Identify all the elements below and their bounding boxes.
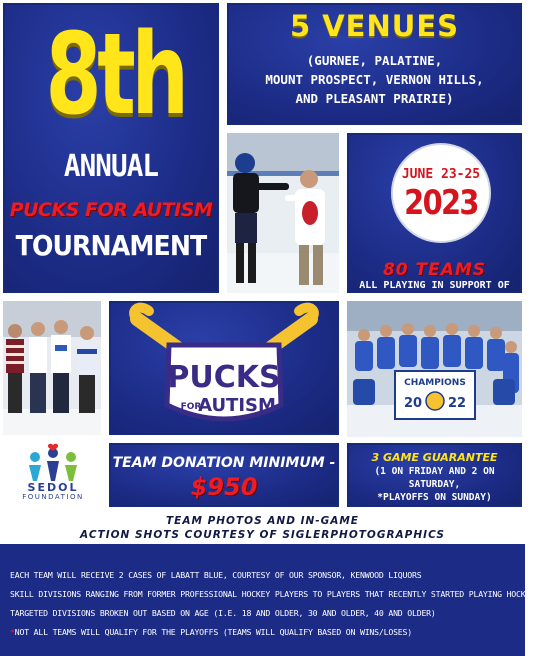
support-line: ALL PLAYING IN SUPPORT OF	[359, 280, 510, 291]
event-dates: JUNE 23-25	[401, 167, 481, 182]
logo-word-autism: AUTISM	[198, 395, 276, 416]
champions-photo-image	[347, 301, 522, 437]
donation-amount: $950	[190, 473, 258, 501]
donation-panel	[106, 440, 342, 510]
banner-year-left: 20	[403, 396, 423, 411]
guarantee-line: *PLAYOFFS ON SUNDAY)	[377, 492, 492, 503]
date-panel	[344, 130, 525, 296]
detail-line: TARGETED DIVISIONS BROKEN OUT BASED ON AGE (I.E. 18 AND OLDER, 30 AND OLDER, 40 AND OLDER)	[10, 608, 436, 618]
venues-heading: 5 VENUES	[289, 9, 460, 43]
sponsor-sub: FOUNDATION	[22, 493, 84, 501]
details-section	[0, 544, 535, 656]
detail-line-note	[10, 623, 515, 642]
sponsor-name: SEDOL	[27, 481, 79, 494]
logo-word-for: FOR	[180, 402, 202, 412]
guarantee-heading: 3 GAME GUARANTEE	[371, 451, 498, 464]
credit-line-2: ACTION SHOTS COURTESY OF SIGLERPHOTOGRAPHICS	[80, 529, 445, 541]
group-photo	[0, 298, 104, 438]
venues-line: (GURNEE, PALATINE,	[306, 53, 443, 68]
tournament-label: TOURNAMENT	[15, 229, 207, 262]
handshake-photo	[224, 130, 342, 296]
event-year: 2023	[404, 183, 478, 223]
pucks-for-autism-logo	[109, 301, 339, 435]
date-badge	[393, 145, 489, 241]
venues-panel	[224, 0, 525, 128]
photo-credit	[0, 510, 525, 544]
credit-line-1: TEAM PHOTOS AND IN-GAME	[166, 515, 359, 527]
detail-note-text: NOT ALL TEAMS WILL QUALIFY FOR THE PLAYOFFS (TEAMS WILL QUALIFY BASED ON WINS/LOSES)	[14, 627, 412, 637]
banner-year-right: 22	[447, 396, 467, 411]
handshake-photo-image	[227, 133, 339, 293]
detail-line: SKILL DIVISIONS RANGING FROM FORMER PROFESSIONAL HOCKEY PLAYERS TO PLAYERS THAT RECENTLY STARTED PLAYING HOCKEY	[10, 589, 535, 599]
detail-line: EACH TEAM WILL RECEIVE 2 CASES OF LABATT BLUE, COURTESY OF OUR SPONSOR, KENWOOD LIQUORS	[10, 570, 422, 580]
guarantee-line: (1 ON FRIDAY AND 2 ON SATURDAY,	[374, 466, 495, 490]
annual-label: ANNUAL	[63, 149, 159, 184]
logo-word-pucks: PUCKS	[167, 360, 281, 395]
group-photo-image	[3, 301, 101, 435]
title-panel	[0, 0, 222, 296]
asterisk-mark: *	[10, 627, 15, 637]
team-count: 80 TEAMS	[382, 260, 487, 280]
guarantee-details	[347, 465, 522, 504]
event-name: PUCKS FOR AUTISM	[9, 199, 213, 221]
donation-label: TEAM DONATION MINIMUM -	[112, 455, 336, 471]
venues-line: MOUNT PROSPECT, VERNON HILLS,	[265, 72, 484, 87]
venues-list	[227, 51, 522, 108]
champions-photo	[344, 298, 525, 440]
sedol-logo	[0, 440, 104, 510]
sedol-people-icon	[3, 443, 103, 483]
logo-panel	[106, 298, 342, 438]
edition-number: 8th	[45, 10, 185, 140]
venues-line: AND PLEASANT PRAIRIE)	[295, 91, 454, 106]
guarantee-panel	[344, 440, 525, 510]
banner-title: CHAMPIONS	[404, 378, 466, 388]
